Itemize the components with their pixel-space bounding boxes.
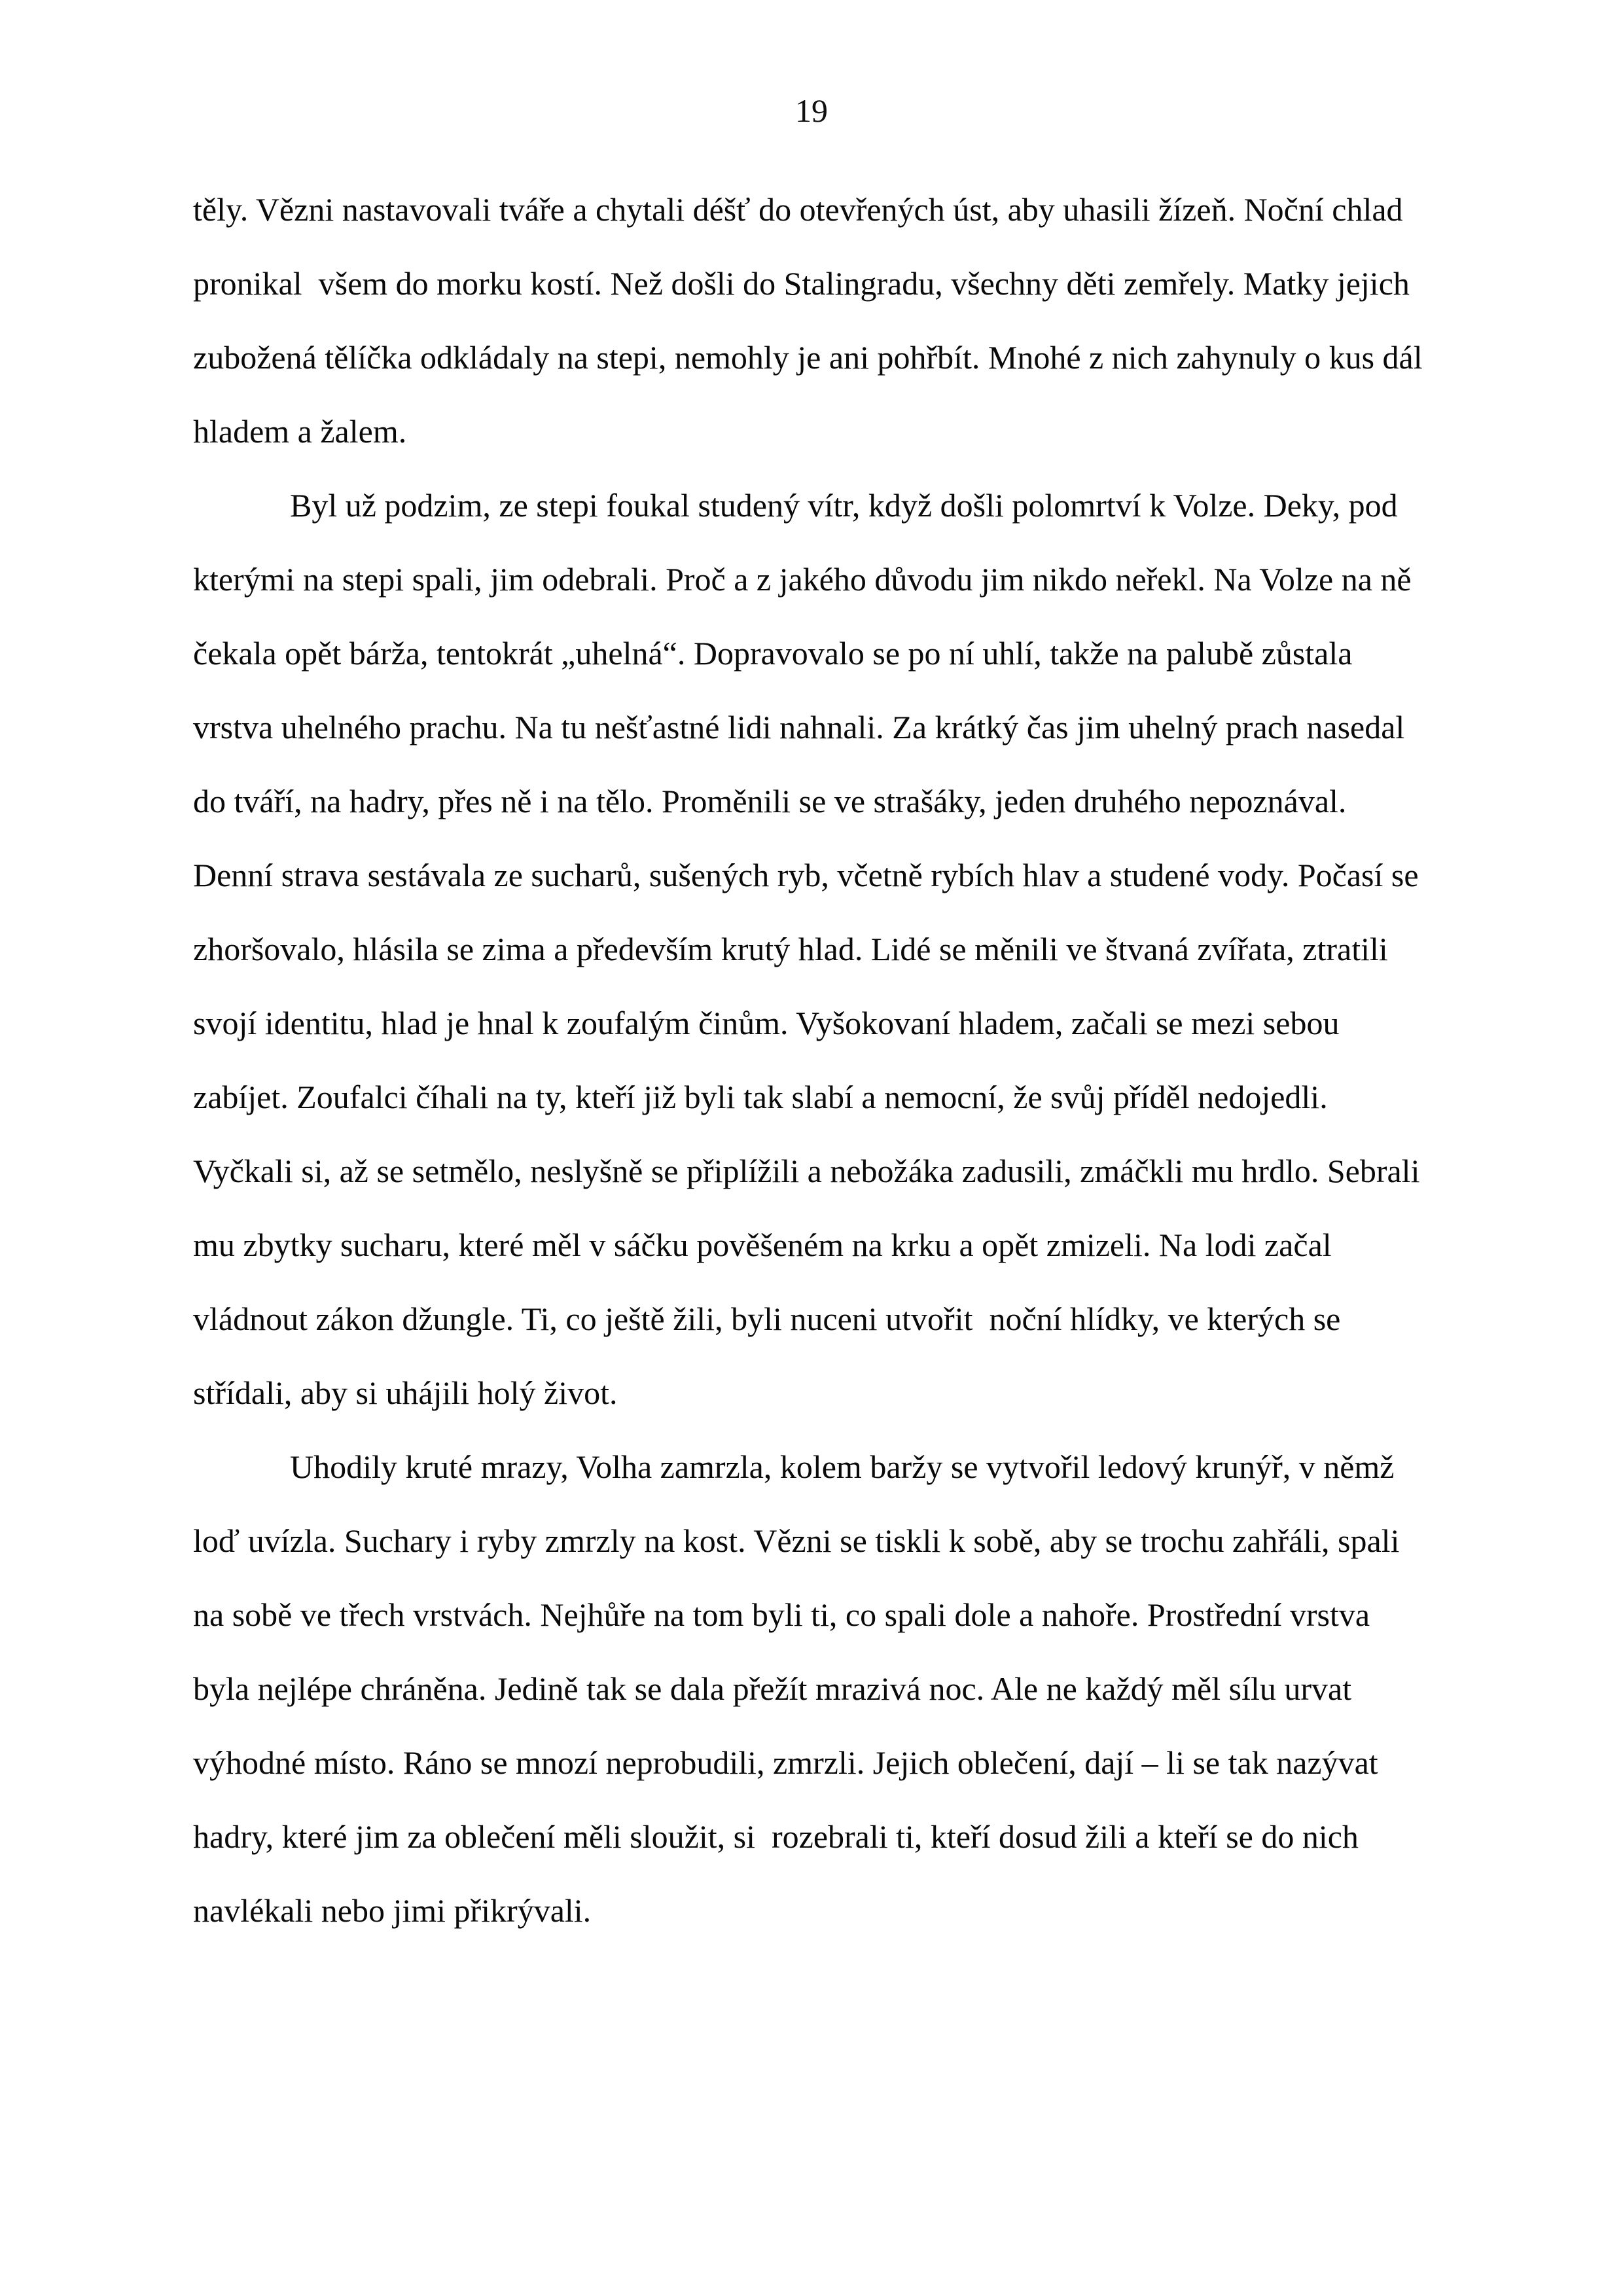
text-line: zabíjet. Zoufalci číhali na ty, kteří již byli tak slabí a nemocní, že svůj příděl nedojedli. bbox=[193, 1079, 1328, 1115]
text-line: kterými na stepi spali, jim odebrali. Proč a z jakého důvodu jim nikdo neřekl. Na Volze na ně bbox=[193, 561, 1412, 598]
text-line: Byl už podzim, ze stepi foukal studený vítr, když došli polomrtví k Volze. Deky, pod bbox=[290, 487, 1398, 524]
text-line: na sobě ve třech vrstvách. Nejhůře na tom byli ti, co spali dole a nahoře. Prostřední vrstva bbox=[193, 1596, 1370, 1633]
text-line: hladem a žalem. bbox=[193, 413, 407, 450]
text-line: výhodné místo. Ráno se mnozí neprobudili, zmrzli. Jejich oblečení, dají – li se tak nazývat bbox=[193, 1744, 1378, 1781]
text-line: Vyčkali si, až se setmělo, neslyšně se připlížili a nebožáka zadusili, zmáčkli mu hrdlo. Sebrali bbox=[193, 1153, 1420, 1189]
text-line: do tváří, na hadry, přes ně i na tělo. Proměnili se ve strašáky, jeden druhého nepoznával. bbox=[193, 783, 1347, 819]
text-line: mu zbytky sucharu, které měl v sáčku pověšeném na krku a opět zmizeli. Na lodi začal bbox=[193, 1227, 1332, 1263]
text-line: navlékali nebo jimi přikrývali. bbox=[193, 1892, 592, 1929]
text-line: střídali, aby si uhájili holý život. bbox=[193, 1374, 618, 1411]
text-line: zhoršovalo, hlásila se zima a především krutý hlad. Lidé se měnili ve štvaná zvířata, ztratili bbox=[193, 931, 1388, 967]
text-line: vrstva uhelného prachu. Na tu nešťastné lidi nahnali. Za krátký čas jim uhelný prach nasedal bbox=[193, 709, 1405, 745]
text-line: čekala opět bárža, tentokrát „uhelná“. Dopravovalo se po ní uhlí, takže na palubě zůstala bbox=[193, 635, 1353, 672]
text-line: zubožená tělíčka odkládaly na stepi, nemohly je ani pohřbít. Mnohé z nich zahynuly o kus dál bbox=[193, 339, 1423, 376]
text-line: byla nejlépe chráněna. Jedině tak se dala přežít mrazivá noc. Ale ne každý měl sílu urvat bbox=[193, 1670, 1352, 1707]
text-line: těly. Vězni nastavovali tváře a chytali déšť do otevřených úst, aby uhasili žízeň. Noční chlad bbox=[193, 191, 1403, 228]
text-line: hadry, které jim za oblečení měli sloužit, si rozebrali ti, kteří dosud žili a kteří se do nich bbox=[193, 1818, 1359, 1855]
text-line: vládnout zákon džungle. Ti, co ještě žili, byli nuceni utvořit noční hlídky, ve kterých se bbox=[193, 1300, 1341, 1337]
text-line: svojí identitu, hlad je hnal k zoufalým činům. Vyšokovaní hladem, začali se mezi sebou bbox=[193, 1005, 1340, 1041]
text-line: Uhodily kruté mrazy, Volha zamrzla, kolem baržy se vytvořil ledový krunýř, v němž bbox=[290, 1448, 1395, 1485]
page-number: 19 bbox=[795, 92, 828, 129]
document-body bbox=[193, 173, 1446, 1948]
text-line: Denní strava sestávala ze sucharů, sušených ryb, včetně rybích hlav a studené vody. Počasí se bbox=[193, 857, 1419, 893]
text-line: loď uvízla. Suchary i ryby zmrzly na kost. Vězni se tiskli k sobě, aby se trochu zahřáli, spali bbox=[193, 1522, 1400, 1559]
text-line: pronikal všem do morku kostí. Než došli do Stalingradu, všechny děti zemřely. Matky jejich bbox=[193, 265, 1410, 302]
